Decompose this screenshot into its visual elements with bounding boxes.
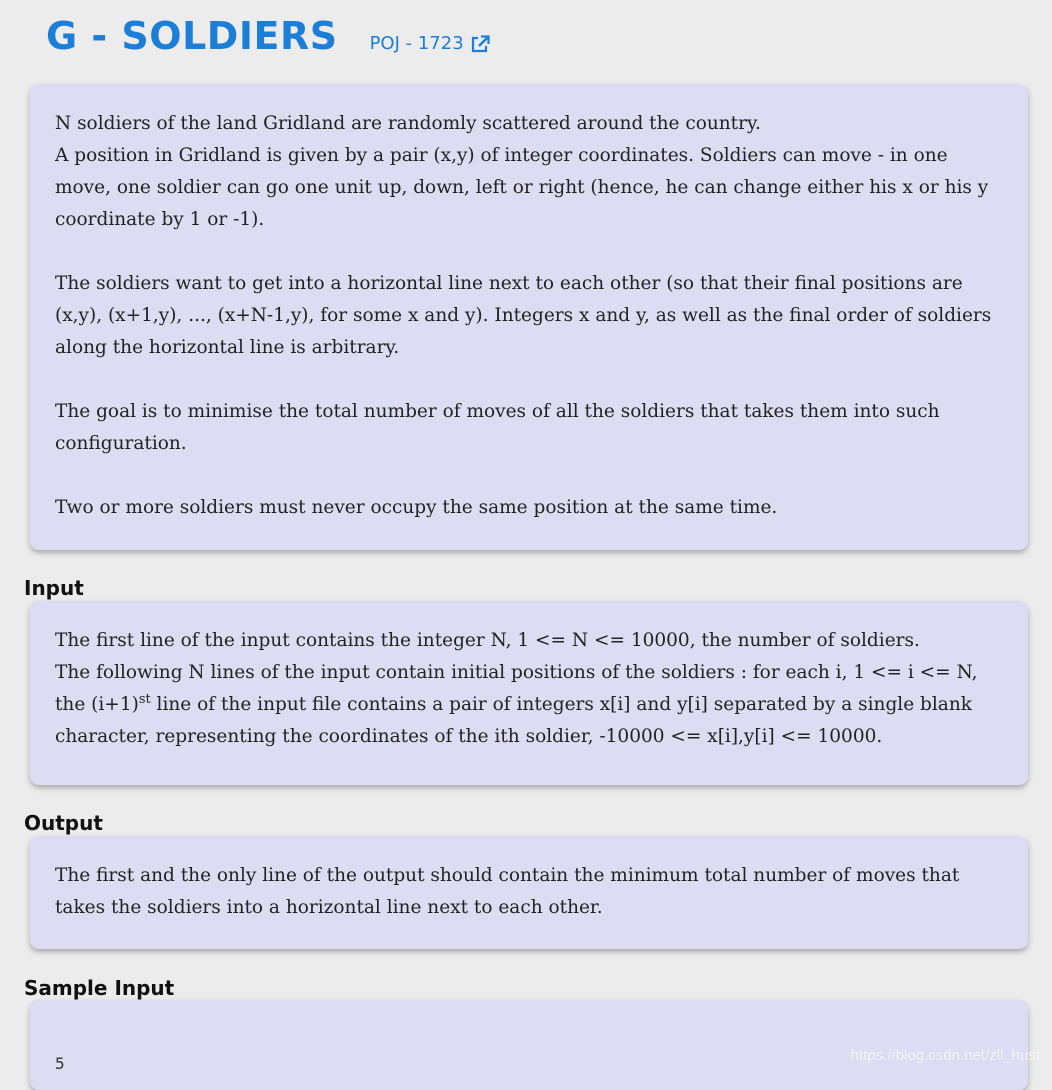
source-label: POJ - 1723 (369, 33, 464, 54)
input-line-2-pre: The following N lines of the input contain initial positions of the soldiers : for each i, 1 <= i <= N, the (i+1) (55, 662, 978, 715)
output-text: The first and the only line of the output should contain the minimum total number of moves that takes the soldiers into a horizontal line next to each other. (55, 865, 960, 918)
input-line-2 (55, 657, 1002, 753)
output-heading: Output (24, 811, 103, 835)
sample-input-panel (30, 1000, 1028, 1090)
sample-input-line: 5 (55, 1054, 65, 1073)
problem-header (46, 14, 490, 58)
output-panel (30, 836, 1028, 949)
input-line-2-post: line of the input file contains a pair of integers x[i] and y[i] separated by a single blank character, representing the coordinates of the ith soldier, -10000 <= x[i],y[i] <= 10000. (55, 694, 972, 747)
input-panel (30, 601, 1028, 785)
description-paragraph: Two or more soldiers must never occupy the same position at the same time. (55, 497, 778, 518)
external-link-icon (470, 35, 490, 53)
input-line-1: The first line of the input contains the integer N, 1 <= N <= 10000, the number of soldiers. (55, 630, 920, 651)
description-paragraph: A position in Gridland is given by a pair (x,y) of integer coordinates. Soldiers can move - in one move, one soldier can go one unit up, down, left or right (hence, he can change either his x or his y coordinate by 1 or -1). (55, 145, 989, 230)
input-heading: Input (24, 576, 84, 600)
source-link[interactable] (370, 33, 490, 54)
description-panel (30, 84, 1028, 550)
sample-input-heading: Sample Input (24, 976, 175, 1000)
description-paragraph: The soldiers want to get into a horizontal line next to each other (so that their final positions are (x,y), (x+1,y), ..., (x+N-1,y), for some x and y). Integers x and y, as well as the final order of soldiers along the horizontal line is arbitrary. (55, 273, 992, 358)
description-paragraph: N soldiers of the land Gridland are randomly scattered around the country. (55, 113, 761, 134)
input-line-2-sup: st (138, 691, 151, 707)
description-paragraph: The goal is to minimise the total number of moves of all the soldiers that takes them into such configuration. (55, 401, 940, 454)
problem-title: G - SOLDIERS (46, 14, 338, 58)
watermark: https://blog.csdn.net/zll_hust (850, 1047, 1040, 1064)
